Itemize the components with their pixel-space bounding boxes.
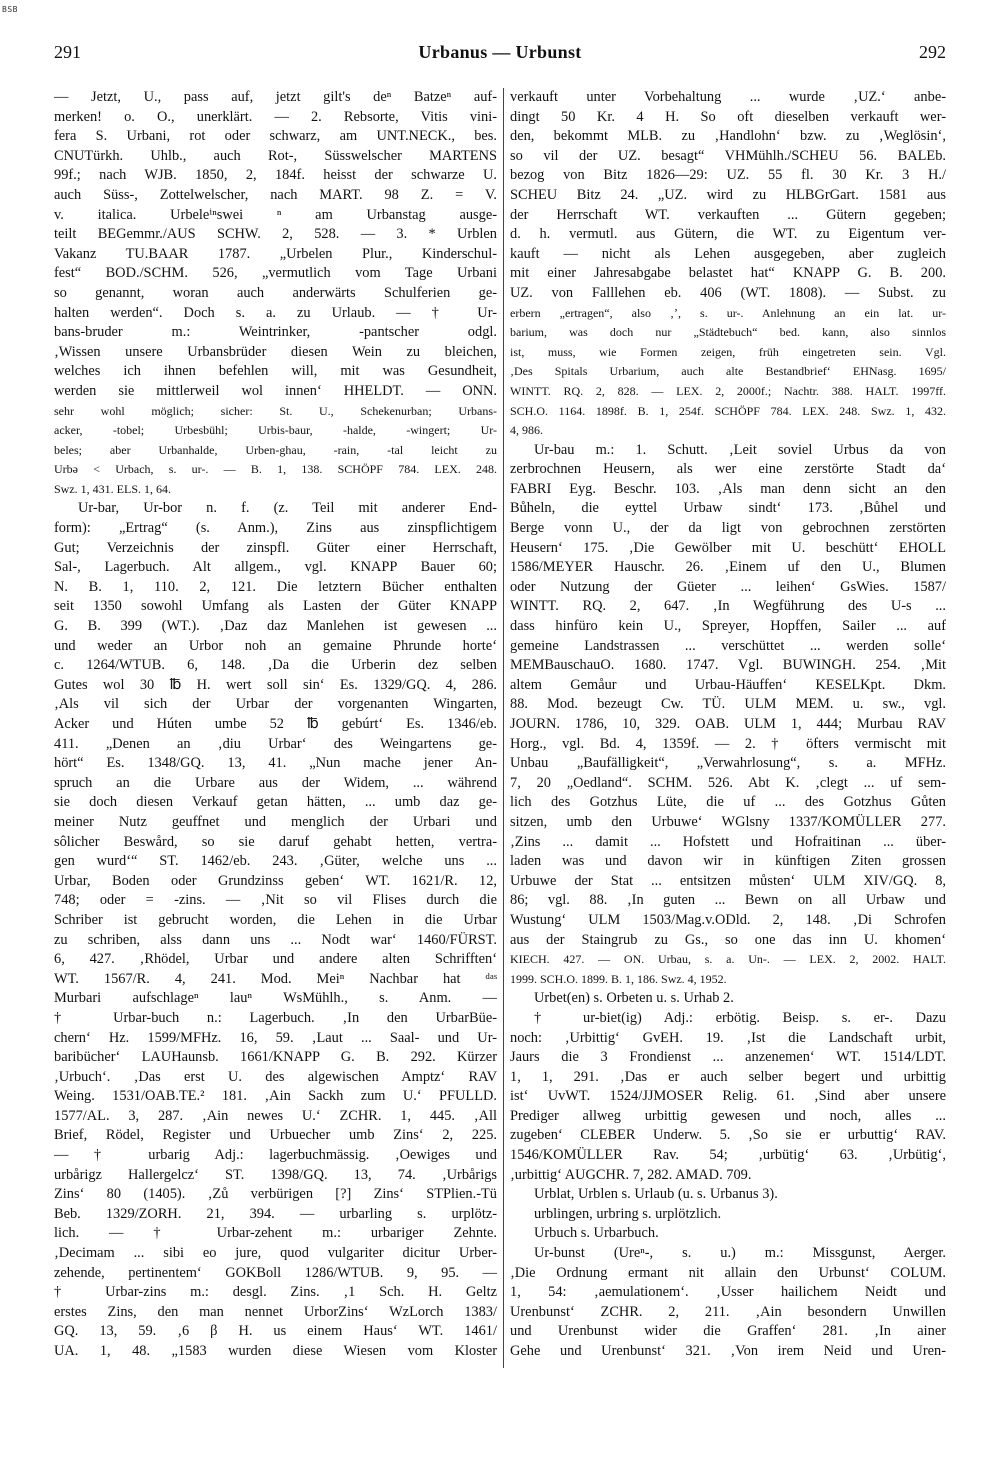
text-line: den, bekommt MLB. zu ‚Handlohn‘ bzw. zu ‚Weglösin‘, — [510, 128, 946, 145]
text-line: Urenbunst‘ ZCHR. 2, 211. ‚Ain besondern Unwillen — [510, 1303, 946, 1320]
text-line: form): „Ertrag“ (s. Anm.), Zins aus zinspflichtigem — [54, 520, 497, 537]
text-line: welches ich ihnen befehlen will, mit was Gesundheit, — [54, 363, 497, 380]
text-line: gen wurd‘“ ST. 1462/eb. 243. ‚Güter, welche uns ... — [54, 853, 497, 870]
text-line: SCHEU Bitz 24. „UZ. wird zu HLBGrGart. 1581 aus — [510, 186, 946, 203]
text-line: der Herrschaft WT. verkauften ... Gütern gegeben; — [510, 206, 946, 223]
text-line: Urbar, Boden oder Grundzinss geben‘ WT. 1621/R. 12, — [54, 872, 497, 889]
text-line: FABRI Eyg. Beschr. 103. ‚Als man denn sicht an den — [510, 480, 946, 497]
text-line: baribücher‘ LAUHaunsb. 1661/KNAPP G. B. 292. Kürzer — [54, 1049, 497, 1066]
text-line: auch Süss-, Zottelwelscher, nach MART. 98 Z. = V. — [54, 186, 497, 203]
text-line: N. B. 1, 110. 2, 121. Die letztern Bücher enthalten — [54, 578, 497, 595]
right-column — [510, 88, 946, 1372]
text-line: dingt 50 Kr. 4 H. So oft dieselben verkauft wer- — [510, 108, 946, 125]
text-line: teilt BEGemmr./AUS SCHW. 2, 528. — 3. * Urblen — [54, 226, 497, 243]
text-line: Prediger allweg urbittig gewesen und noch, alles ... — [510, 1107, 946, 1124]
text-line: WINTT. RQ. 2, 647. ‚In Wegführung des U-s ... — [510, 598, 946, 615]
text-line: G. B. 399 (WT.). ‚Daz daz Manlehen ist gewesen ... — [54, 618, 497, 635]
text-line: urblingen, urbring s. urplötzlich. — [534, 1205, 722, 1222]
text-line: SCH.O. 1164. 1898f. B. 1, 254f. SCHÖPF 784. LEX. 248. Swz. 1, 432. — [510, 403, 946, 418]
text-line: ist, muss, wie Formen zeigen, früh eingetreten sein. Vgl. — [510, 344, 946, 359]
library-stamp: BSB — [2, 5, 18, 14]
text-line: sitzen, umb den Urbuwe‘ WGlsny 1337/KOMÜLLER 277. — [510, 813, 946, 830]
text-line: WINTT. RQ. 2, 828. — LEX. 2, 2000f.; Nachtr. 388. HALT. 1997ff. — [510, 383, 946, 398]
text-line: ‚Die Ordnung ermant nit allain den Urbunst‘ COLUM. — [510, 1264, 946, 1281]
text-line: oder Nutzung der Güeter ... leihen‘ GsWies. 1587/ — [510, 578, 946, 595]
text-line: zehende, pertinentem‘ GOKBoll 1286/WTUB. 9, 95. — — [54, 1264, 497, 1281]
text-line: merken! o. O., unerklärt. — 2. Rebsorte, Vitis vini- — [54, 108, 497, 125]
text-line: laden was und davon wir in künftigen Ziten grossen — [510, 853, 946, 870]
text-line: † Urbar-buch n.: Lagerbuch. ‚In den UrbarBüe- — [54, 1009, 497, 1026]
text-line: ‚Zins ... damit ... Hofstett und Hofraitinan ... über- — [510, 833, 946, 850]
text-line: 86; vgl. 88. ‚In guten ... Bewn on all Urbaw und — [510, 892, 946, 909]
text-line: Acker und Húten umbe 52 ℔ gebúrt‘ Es. 1346/eb. — [54, 716, 497, 732]
text-line: halten werden“. Doch s. a. zu Urlaub. — † Ur- — [54, 304, 497, 321]
text-line: bezog von Bitz 1826—29: UZ. 55 fl. 30 Kr. 3 H./ — [510, 167, 946, 184]
text-line: Jaurs die 3 Frondienst ... anzenemen‘ WT. 1514/LDT. — [510, 1049, 946, 1066]
running-title: Urbanus — Urbunst — [418, 42, 582, 62]
text-line: barium, was doch nur „Städtebuch“ bed. kann, also sinnlos — [510, 325, 946, 340]
text-line: zu schriben, alss dann uns ... Nodt war‘ 1460/FÜRST. — [54, 931, 497, 948]
text-line: Ur-bunst (Ureⁿ-, s. u.) m.: Missgunst, Aerger. — [534, 1245, 946, 1262]
text-line: CNUTürkh. Uhlb., auch Rot-, Süsswelscher MARTENS — [54, 147, 497, 164]
text-line: 411. „Denen an ‚diu Urbar‘ des Weingartens ge- — [54, 735, 497, 752]
text-line: bans-bruder m.: Weintrinker, -pantscher odgl. — [54, 324, 497, 341]
text-line: KIECH. 427. — ON. Urbau, s. a. Un-. — LEX. 2, 2002. HALT. — [510, 952, 946, 967]
text-line: ‚Decimam ... sibi eo jure, quod vulgariter dicitur Urber- — [54, 1245, 497, 1262]
text-line: dass hinfüro kein U., Spreyer, Hopffen, Sailer ... auf — [510, 618, 946, 635]
text-line: WT. 1567/R. 4, 241. Mod. Meiⁿ Nachbar hat ᵈᵃˢ — [54, 970, 497, 987]
text-line: meiner Nutz geuffnet und menglich der Urbari und — [54, 813, 497, 830]
text-line: Zins‘ 80 (1405). ‚Zů verbürigen [?] Zins‘ STPlien.-Tü — [54, 1186, 497, 1203]
text-line: Vakanz TU.BAAR 1787. „Urbelen Plur., Kinderschul- — [54, 245, 497, 262]
text-line: urbårigz Hallergelcz‘ ST. 1398/GQ. 13, 74. ‚Urbårigs — [54, 1166, 497, 1183]
text-line: — Jetzt, U., pass auf, jetzt gilt's deⁿ Batzeⁿ auf- — [54, 89, 497, 105]
text-line: Murbari aufschlageⁿ lauⁿ WsMühlh., s. Anm. — — [54, 990, 497, 1007]
text-line: beles; aber Urbanhalde, Urben-ghau, -rain, -tal leicht zu — [54, 442, 497, 457]
text-line: UZ. von Falllehen eb. 406 (WT. 1808). — Subst. zu — [510, 284, 946, 301]
text-line: lich. — † Urbar-zehent m.: urbariger Zehnte. — [54, 1225, 497, 1242]
text-line: fera S. Urbani, rot oder schwarz, am UNT.NECK., bes. — [54, 128, 497, 145]
left-column — [54, 88, 497, 1372]
text-line: Gut; Verzeichnis der zinspfl. Güter einer Herrschaft, — [54, 539, 497, 556]
text-line: Urbet(en) s. Orbeten u. s. Urhab 2. — [534, 990, 734, 1007]
text-line: Heusern‘ 175. ‚Die Gewölber mit U. beschütt‘ EHOLL — [510, 539, 946, 556]
text-line: Gehe und Urenbunst‘ 321. ‚Von irem Neid und Uren- — [510, 1343, 946, 1359]
text-line: 88. Mod. bezeugt Cw. TÜ. ULM MEM. u. sw., vgl. — [510, 696, 946, 713]
text-line: gemeine Landstrassen ... verschüttet ... werden solle‘ — [510, 637, 946, 654]
text-line: Urbuch s. Urbarbuch. — [534, 1225, 659, 1242]
text-line: erstes Zins, den man nennet UrborZins‘ WzLorch 1383/ — [54, 1303, 497, 1320]
text-line: sehr wohl möglich; sicher: St. U., Schekenurban; Urbans- — [54, 403, 497, 418]
text-line: Wustung‘ ULM 1503/Mag.v.ODld. 2, 148. ‚Di Schrofen — [510, 911, 946, 928]
text-line: Swz. 1, 431. ELS. 1, 64. — [54, 481, 171, 496]
text-line: acker, -tobel; Urbesbühl; Urbis-baur, -halde, -wingert; Ur- — [54, 423, 497, 438]
text-line: chern‘ Hz. 1599/MFHz. 16, 59. ‚Laut ... Saal- und Ur- — [54, 1029, 497, 1046]
text-line: ist‘ UvWT. 1524/JJMOSER Relig. 61. ‚Sind aber unsere — [510, 1088, 946, 1105]
text-line: 4, 986. — [510, 423, 543, 438]
text-line: lich des Gotzhus Lüte, die uf ... des Gotzhus Gůten — [510, 794, 946, 811]
text-line: noch: ‚Urbittig‘ GvEH. 19. ‚Ist die Landschaft urbit, — [510, 1029, 946, 1046]
text-line: Horg., vgl. Bd. 4, 1359f. — 2. † öfters vermischt mit — [510, 735, 946, 752]
text-line: JOURN. 1786, 10, 329. OAB. ULM 1, 444; Murbau RAV — [510, 716, 946, 732]
text-line: 1546/KOMÜLLER Rav. 54; ‚urbütig‘ 63. ‚Urbütig‘, — [510, 1147, 946, 1164]
text-line: ‚urbittig‘ AUGCHR. 7, 282. AMAD. 709. — [510, 1166, 752, 1183]
text-line: Urblat, Urblen s. Urlaub (u. s. Urbanus 3). — [534, 1186, 778, 1203]
text-line: UA. 1, 48. „1583 wurden diese Wiesen vom Kloster — [54, 1343, 497, 1359]
column-divider — [503, 88, 504, 1368]
text-line: 1, 54: ‚aemulationem‘. ‚Usser hailichem Neidt und — [510, 1284, 946, 1301]
text-line: ‚Urbuch‘. ‚Das erst U. des algewischen Amptz‘ RAV — [54, 1068, 497, 1085]
text-line: und weder an Urbor noh an gemaine Phrunde horte‘ — [54, 637, 497, 654]
text-line: Gutes wol 30 ℔ H. wert soll sin‘ Es. 1329/GQ. 4, 286. — [54, 676, 497, 693]
text-line: d. h. vermutl. aus Gütern, die WT. zu Eigentum ver- — [510, 226, 946, 243]
text-line: zugeben‘ CLEBER Underw. 5. ‚So sie er urbuttig‘ RAV. — [510, 1127, 946, 1144]
page-number-left: 291 — [54, 42, 81, 62]
text-line: Sal-, Lagerbuch. Alt allgem., vgl. KNAPP Bauer 60; — [54, 559, 497, 576]
text-line: spruch an die Urbare aus der Widem, ... während — [54, 774, 497, 791]
text-line: Schriber ist gebrucht worden, die Lehen in die Urbar — [54, 911, 497, 928]
text-line: ‚Als vil sich der Urbar der vorgenanten Wingarten, — [54, 696, 497, 713]
text-line: 1577/AL. 3, 287. ‚Ain newes U.‘ ZCHR. 1, 445. ‚All — [54, 1107, 497, 1124]
text-line: v. italica. Urbeleⁱⁿswei ⁿ am Urbanstag ausge- — [54, 206, 497, 223]
text-line: ‚Wissen unsere Urbansbrüder diesen Wein zu bleichen, — [54, 343, 497, 360]
text-line: werden sie mittlerweil wol innen‘ HHELDT. — ONN. — [54, 382, 497, 399]
text-line: Ur-bar, Ur-bor n. f. (z. Teil mit anderer End- — [78, 500, 497, 517]
text-line: — † urbarig Adj.: lagerbuchmässig. ‚Oewiges und — [54, 1147, 497, 1164]
text-line: Urbə < Urbach, s. ur-. — B. 1, 138. SCHÖPF 784. LEX. 248. — [54, 462, 497, 477]
text-line: 6, 427. ‚Rhödel, Urbar und andere alten Schrifften‘ — [54, 951, 497, 968]
text-line: erbern „ertragen“, also ‚ʼ, s. ur-. Anlehnung an ein lat. ur- — [510, 305, 946, 320]
text-line: kauft — nicht als Lehen ausgegeben, aber zugleich — [510, 245, 946, 262]
text-line: Weing. 1531/OAB.TE.² 181. ‚Ain Sackh zum U.‘ PFULLD. — [54, 1088, 497, 1105]
text-line: † ur-biet(ig) Adj.: erbötig. Beisp. s. er-. Dazu — [534, 1009, 946, 1026]
text-line: und Urenbunst wider die Graffen‘ 281. ‚In ainer — [510, 1323, 946, 1340]
text-line: 1586/MEYER Hauschr. 26. ‚Einem uf den U., Blumen — [510, 559, 946, 576]
text-line: c. 1264/WTUB. 6, 148. ‚Da die Urberin dez selben — [54, 657, 497, 674]
text-line: seit 1350 sowohl Umfang als Lasten der Güter KNAPP — [54, 598, 497, 615]
text-line: so vil der UZ. besagt“ VHMühlh./SCHEU 56. BALEb. — [510, 147, 946, 164]
text-line: verkauft unter Vorbehaltung ... wurde ‚UZ.‘ anbe- — [510, 89, 946, 105]
text-line: 1999. SCH.O. 1899. B. 1, 186. Swz. 4, 1952. — [510, 971, 727, 986]
text-line: Urbuwe der Stat ... entsitzen můsten‘ ULM XIV/GQ. 8, — [510, 872, 946, 889]
text-line: ‚Des Spitals Urbarium, auch alte Bestandbrief‘ EHNasg. 1695/ — [510, 364, 946, 379]
text-line: zerbrochnen Heusern, als wer eine zerstörte Stadt da‘ — [510, 461, 946, 478]
text-line: Unbau „Baufälligkeit“, „Verwahrlosung“, s. a. MFHz. — [510, 755, 946, 772]
text-line: Beb. 1329/ZORH. 21, 394. — urbarling s. urplötz- — [54, 1205, 497, 1222]
text-line: † Urbar-zins m.: desgl. Zins. ‚1 Sch. H. Geltz — [54, 1284, 497, 1301]
text-line: 7, 20 „Oedland“. SCHM. 526. Abt K. ‚clegt ... uf sem- — [510, 774, 946, 791]
text-line: Brief, Rödel, Register und Urbuecher umb Zins‘ 2, 225. — [54, 1127, 497, 1144]
text-line: Berge vonn U., der da ligt von gebrochnen zerstörten — [510, 520, 946, 537]
text-line: 1, 1, 291. ‚Das er auch selber begert und urbittig — [510, 1068, 946, 1085]
text-line: sie doch diesen Verkauf getan hätten, ... umb daz ge- — [54, 794, 497, 811]
text-line: altem Gemåur und Urbau-Häuffen‘ KESELKpt. Dkm. — [510, 676, 946, 693]
text-line: mit einer Jahresabgabe belastet hat“ KNAPP G. B. 200. — [510, 265, 946, 282]
text-line: hört“ Es. 1348/GQ. 13, 41. „Nun mache jener An- — [54, 755, 497, 772]
text-line: Ur-bau m.: 1. Schutt. ‚Leit soviel Urbus da von — [534, 441, 946, 458]
page-number-right: 292 — [919, 42, 946, 62]
text-line: GQ. 13, 59. ‚6 β H. us einem Haus‘ WT. 1461/ — [54, 1323, 497, 1340]
text-line: Bůheln, die eyttel Urbaw sindt‘ 173. ‚Bůhel und — [510, 500, 946, 517]
text-line: sôlicher Beswård, so sie daruf gehabt hetten, vertra- — [54, 833, 497, 850]
text-line: 748; oder = -zins. — ‚Nit so vil Flises durch die — [54, 892, 497, 909]
text-line: so genannt, woran auch anderwärts Schulferien ge- — [54, 284, 497, 301]
text-line: MEMBauschauO. 1680. 1747. Vgl. BUWINGH. 254. ‚Mit — [510, 657, 946, 674]
text-line: 99f.; nach WJB. 1850, 2, 184f. heisst der schwarze U. — [54, 167, 497, 184]
running-header — [54, 42, 946, 68]
text-line: fest“ BOD./SCHM. 526, „vermutlich vom Tage Urbani — [54, 265, 497, 282]
text-line: aus der Staingrub zu Gs., so one das inn U. khomen‘ — [510, 931, 946, 948]
